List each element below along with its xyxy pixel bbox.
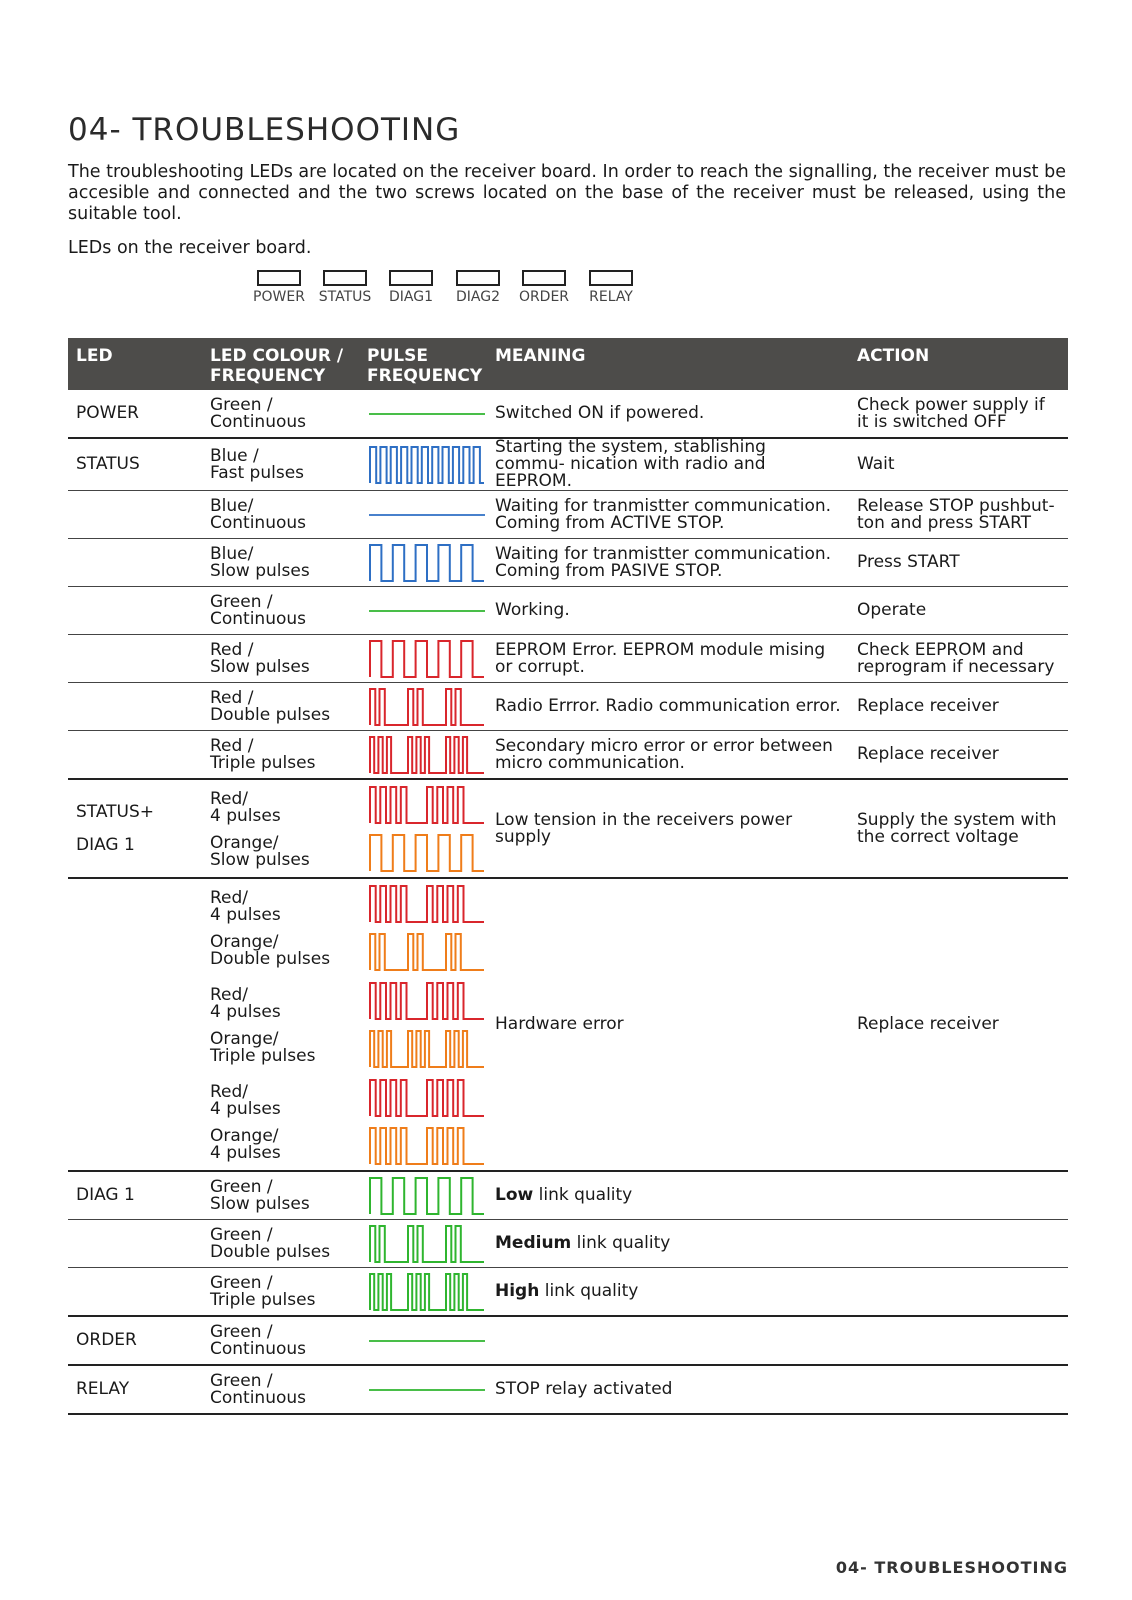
waveform-line: [370, 835, 484, 871]
meaning: Low link quality: [487, 1171, 849, 1220]
header-meaning: MEANING: [487, 338, 849, 390]
action: [849, 1316, 1068, 1365]
led-name: ORDER: [68, 1316, 202, 1365]
header-pulse-frequency: PULSE FREQUENCY: [359, 338, 487, 390]
waveform-line: [370, 641, 484, 677]
table-row: [68, 1365, 1068, 1414]
pulse-waveform: [359, 587, 487, 635]
led-indicator-icon: [257, 270, 301, 286]
led-indicator-icon: [522, 270, 566, 286]
led-colour: Green / Continuous: [202, 1365, 359, 1414]
led-colour: Green / Double pulses: [202, 1220, 359, 1268]
led-indicator-icon: [456, 270, 500, 286]
meaning: [487, 1316, 849, 1365]
led-indicator-icon: [589, 270, 633, 286]
pulse-waveform: [359, 976, 487, 1073]
table-row: [68, 1268, 1068, 1317]
blue-slow-waveform: [367, 541, 487, 585]
led-colour: Red/ 4 pulses Orange/ Triple pulses: [210, 984, 316, 1066]
meaning: Secondary micro error or error between micro communication.: [487, 731, 849, 780]
waveform-line: [370, 447, 484, 483]
led-colour: Red/ 4 pulses Orange/ Slow pulses: [202, 779, 359, 878]
green-continuous-waveform: [367, 1368, 487, 1412]
pulse-waveform: [359, 390, 487, 438]
green-triple-waveform: [367, 1270, 487, 1314]
pulse-waveform: [359, 1268, 487, 1317]
pulse-waveform: [359, 1316, 487, 1365]
pulse-waveform: [359, 1073, 487, 1171]
led-name: RELAY: [68, 1365, 202, 1414]
led-name: STATUS: [68, 438, 202, 491]
orange-slow-waveform: [367, 831, 487, 875]
red-four-waveform: [367, 979, 487, 1023]
action: [849, 1220, 1068, 1268]
action: [849, 1365, 1068, 1414]
footer-section-label: 04- TROUBLESHOOTING: [835, 1558, 1068, 1577]
red-four-waveform: [367, 882, 487, 926]
meaning: High link quality: [487, 1268, 849, 1317]
waveform-line: [370, 1274, 484, 1310]
intro-paragraph: The troubleshooting LEDs are located on the receiver board. In order to reach the signalling, the receiver must be accesible and connected and the two screws located on the base of the receiver must be released, using the suitable tool.: [68, 162, 1066, 224]
header-led: LED: [68, 338, 202, 390]
pulse-waveform: [359, 491, 487, 539]
waveform-line: [370, 1178, 484, 1214]
led-name: [68, 731, 202, 780]
pulse-waveform: [359, 878, 487, 976]
waveform-line: [370, 737, 484, 773]
table-row: [68, 1171, 1068, 1220]
waveform-line: [370, 1226, 484, 1262]
table-row: [68, 491, 1068, 539]
led-colour: Green / Slow pulses: [202, 1171, 359, 1220]
green-continuous-waveform: [367, 589, 487, 633]
action: Replace receiver: [849, 683, 1068, 731]
action: Operate: [849, 587, 1068, 635]
meaning: Medium link quality: [487, 1220, 849, 1268]
table-row: [68, 438, 1068, 491]
meaning: Radio Errror. Radio communication error.: [487, 683, 849, 731]
led-colour: Blue / Fast pulses: [202, 438, 359, 491]
green-slow-waveform: [367, 1174, 487, 1218]
led-colour: Red / Triple pulses: [202, 731, 359, 780]
pulse-waveform: [359, 1171, 487, 1220]
led-name: [68, 1220, 202, 1268]
troubleshooting-table: [68, 338, 1068, 1415]
led-board-diagram: [253, 270, 658, 310]
blue-continuous-waveform: [367, 493, 487, 537]
waveform-line: [370, 1128, 484, 1164]
pulse-waveform: [359, 539, 487, 587]
led-name: [68, 539, 202, 587]
table-row: [68, 1316, 1068, 1365]
orange-four-waveform: [367, 1124, 487, 1168]
led-label: DIAG2: [456, 289, 500, 305]
table-row: [68, 390, 1068, 438]
action: Supply the system with the correct voltage: [849, 779, 1068, 878]
led-name: [68, 491, 202, 539]
meaning: Low tension in the receivers power supply: [487, 779, 849, 878]
led-colour: Green / Continuous: [202, 390, 359, 438]
action: [849, 1171, 1068, 1220]
waveform-line: [370, 934, 484, 970]
header-action: ACTION: [849, 338, 1068, 390]
led-colour: Blue/ Slow pulses: [202, 539, 359, 587]
led-colour: Red / Double pulses: [202, 683, 359, 731]
green-double-waveform: [367, 1222, 487, 1266]
leds-caption: LEDs on the receiver board.: [68, 238, 312, 258]
led-colour: Green / Continuous: [202, 1316, 359, 1365]
orange-double-waveform: [367, 930, 487, 974]
led-label: ORDER: [518, 289, 570, 305]
table-row: [68, 587, 1068, 635]
table-row: [68, 683, 1068, 731]
page-title: 04- TROUBLESHOOTING: [68, 112, 461, 148]
pulse-waveform: [359, 1365, 487, 1414]
led-name: DIAG 1: [68, 1171, 202, 1220]
led-name: [68, 683, 202, 731]
waveform-line: [370, 1031, 484, 1067]
led-colour: Green / Triple pulses: [202, 1268, 359, 1317]
led-colour: Blue/ Continuous: [202, 491, 359, 539]
action: Wait: [849, 438, 1068, 491]
red-slow-waveform: [367, 637, 487, 681]
led-label: RELAY: [589, 289, 633, 305]
waveform-line: [370, 545, 484, 581]
meaning: Starting the system, stablishing commu- nication with radio and EEPROM.: [487, 438, 849, 491]
orange-triple-waveform: [367, 1027, 487, 1071]
table-row: [68, 1220, 1068, 1268]
table-row: [68, 878, 1068, 976]
led-label: DIAG1: [389, 289, 433, 305]
meaning: Waiting for tranmistter communication. Coming from PASIVE STOP.: [487, 539, 849, 587]
green-continuous-waveform: [367, 392, 487, 436]
action: Check power supply if it is switched OFF: [849, 390, 1068, 438]
action: Press START: [849, 539, 1068, 587]
header-led-colour: LED COLOUR / FREQUENCY: [202, 338, 359, 390]
pulse-waveform: [359, 438, 487, 491]
led-power: [245, 270, 313, 306]
red-double-waveform: [367, 685, 487, 729]
led-diag1: [377, 270, 445, 306]
action: Replace receiver: [849, 731, 1068, 780]
led-name: POWER: [68, 390, 202, 438]
led-diag2: [444, 270, 512, 306]
led-relay: [577, 270, 645, 306]
led-name: [68, 976, 202, 1073]
pulse-waveform: [359, 731, 487, 780]
meaning: Waiting for tranmistter communication. Coming from ACTIVE STOP.: [487, 491, 849, 539]
waveform-line: [370, 787, 484, 823]
action: Release STOP pushbut- ton and press START: [849, 491, 1068, 539]
green-continuous-waveform: [367, 1319, 487, 1363]
led-indicator-icon: [389, 270, 433, 286]
led-name: STATUS+ DIAG 1: [68, 779, 202, 878]
action: [849, 1268, 1068, 1317]
led-indicator-icon: [323, 270, 367, 286]
led-label: POWER: [253, 289, 305, 305]
led-name: [68, 878, 202, 976]
pulse-waveform: [359, 683, 487, 731]
led-colour: Red/ 4 pulses Orange/ Double pulses: [210, 887, 331, 969]
waveform-line: [370, 983, 484, 1019]
meaning: STOP relay activated: [487, 1365, 849, 1414]
waveform-line: [370, 1080, 484, 1116]
meaning: Switched ON if powered.: [487, 390, 849, 438]
led-name: [68, 1268, 202, 1317]
red-four-waveform: [367, 1076, 487, 1120]
red-four-waveform: [367, 783, 487, 827]
led-order: [510, 270, 578, 306]
action: Check EEPROM and reprogram if necessary: [849, 635, 1068, 683]
table-row: [68, 539, 1068, 587]
led-label: STATUS: [318, 289, 372, 305]
action: Replace receiver: [849, 878, 1068, 1171]
table-row: [68, 779, 1068, 878]
meaning: EEPROM Error. EEPROM module mising or corrupt.: [487, 635, 849, 683]
red-triple-waveform: [367, 733, 487, 777]
led-colour: Red/ 4 pulses Orange/ 4 pulses: [202, 1073, 359, 1171]
led-name: [68, 635, 202, 683]
pulse-waveform: [359, 635, 487, 683]
waveform-line: [370, 689, 484, 725]
waveform-line: [370, 886, 484, 922]
blue-fast-waveform: [367, 443, 487, 487]
pulse-waveform: [359, 1220, 487, 1268]
pulse-waveform: [359, 779, 487, 878]
led-colour: Green / Continuous: [202, 587, 359, 635]
table-header-row: [68, 338, 1068, 390]
led-name: [68, 587, 202, 635]
led-colour: Red / Slow pulses: [202, 635, 359, 683]
table-row: [68, 731, 1068, 780]
meaning: Hardware error: [487, 878, 849, 1171]
led-status: [311, 270, 379, 306]
led-name: [68, 1073, 202, 1171]
meaning: Working.: [487, 587, 849, 635]
table-row: [68, 635, 1068, 683]
